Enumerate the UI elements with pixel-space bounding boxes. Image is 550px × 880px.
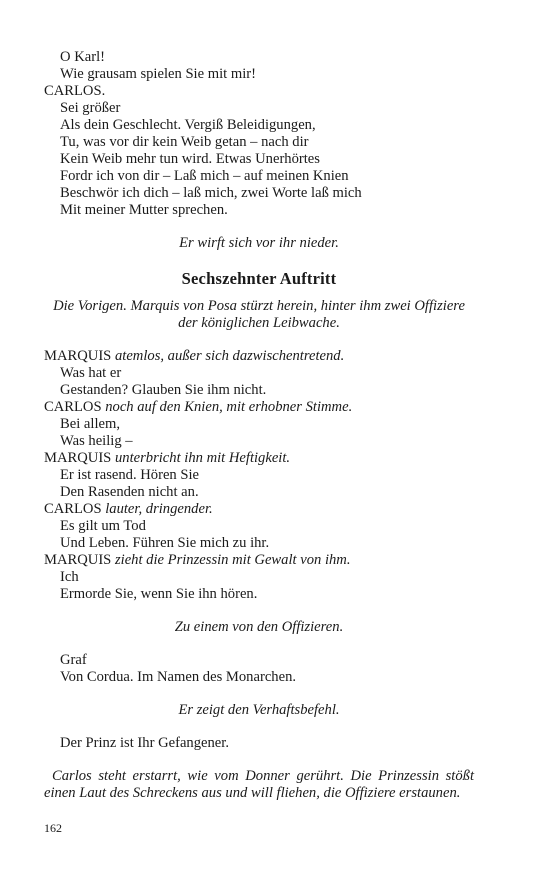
stage-direction: atemlos, außer sich dazwischentretend.	[114, 348, 345, 364]
scene-description-line: der königlichen Leibwache.	[178, 315, 340, 331]
verse-line: Graf	[60, 652, 87, 668]
stage-direction: Er wirft sich vor ihr nieder.	[179, 235, 339, 251]
stage-direction: noch auf den Knien, mit erhobner Stimme.	[105, 399, 353, 415]
speech-heading	[44, 399, 474, 416]
verse-line: Sei größer	[60, 100, 121, 116]
final-stage-direction	[44, 768, 474, 802]
verse-line: Was hat er	[60, 365, 122, 381]
verse-line: Der Prinz ist Ihr Gefangener.	[60, 735, 229, 751]
verse-line: Es gilt um Tod	[60, 518, 146, 534]
stage-direction: Zu einem von den Offizieren.	[174, 619, 344, 635]
verse-line: Gestanden? Glauben Sie ihm nicht.	[60, 382, 267, 398]
verse-line: Was heilig –	[60, 433, 133, 449]
stage-direction: lauter, dringender.	[105, 501, 213, 517]
verse-line: Tu, was vor dir kein Weib getan – nach dir	[60, 134, 309, 150]
verse-line: Von Cordua. Im Namen des Monarchen.	[60, 669, 297, 685]
verse-line: Als dein Geschlecht. Vergiß Beleidigungen,	[60, 117, 316, 133]
verse-line: Bei allem,	[60, 416, 120, 432]
speech-heading	[44, 450, 474, 467]
verse-line: O Karl!	[60, 49, 105, 65]
stage-direction: Er zeigt den Verhaftsbefehl.	[178, 702, 340, 718]
speaker-name: MARQUIS	[44, 552, 112, 568]
page-body	[44, 49, 474, 802]
verse-line: Kein Weib mehr tun wird. Etwas Unerhörtes	[60, 151, 320, 167]
verse-line: Wie grausam spielen Sie mit mir!	[60, 66, 256, 82]
page-number: 162	[44, 821, 62, 835]
speaker-name: MARQUIS	[44, 450, 112, 466]
speech-heading	[44, 552, 474, 569]
speech-heading	[44, 348, 474, 365]
verse-line: Und Leben. Führen Sie mich zu ihr.	[60, 535, 270, 551]
verse-line: Er ist rasend. Hören Sie	[60, 467, 200, 483]
scene-description	[44, 298, 474, 332]
scene-heading: Sechszehnter Auftritt	[181, 269, 337, 288]
verse-line: Ermorde Sie, wenn Sie ihn hören.	[60, 586, 258, 602]
verse-line: Mit meiner Mutter sprechen.	[60, 202, 228, 218]
stage-direction: zieht die Prinzessin mit Gewalt von ihm.	[114, 552, 351, 568]
verse-line: Den Rasenden nicht an.	[60, 484, 199, 500]
speaker-name: CARLOS	[44, 501, 102, 517]
speaker-name: MARQUIS	[44, 348, 112, 364]
verse-line: Beschwör ich dich – laß mich, zwei Worte laß mich	[60, 185, 362, 201]
stage-direction-line: einen Laut des Schreckens aus und will fliehen, die Offiziere erstaunen.	[44, 785, 461, 801]
speaker-name: CARLOS	[44, 399, 102, 415]
speech-heading	[44, 501, 474, 518]
verse-line: Ich	[60, 569, 79, 585]
verse-line: Fordr ich von dir – Laß mich – auf meinen Knien	[60, 168, 349, 184]
stage-direction-line: Carlos steht erstarrt, wie vom Donner gerührt. Die Prinzessin stößt	[52, 768, 474, 784]
speaker-name: CARLOS.	[44, 83, 106, 99]
stage-direction: unterbricht ihn mit Heftigkeit.	[114, 450, 291, 466]
scene-description-line: Die Vorigen. Marquis von Posa stürzt herein, hinter ihm zwei Offiziere	[53, 298, 465, 314]
